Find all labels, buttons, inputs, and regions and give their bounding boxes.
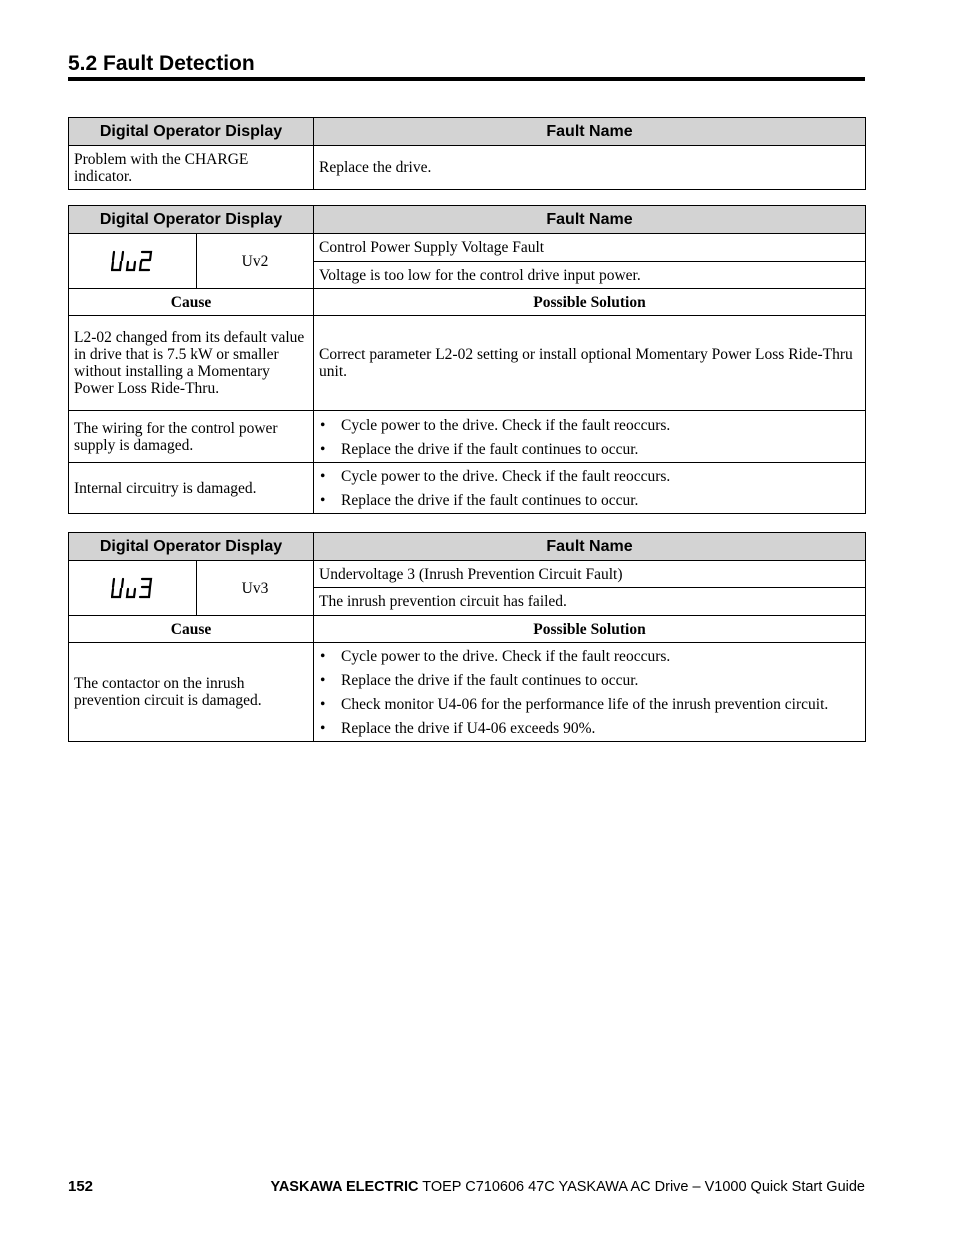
footer-brand: YASKAWA ELECTRIC — [270, 1179, 419, 1195]
header-cause: Cause — [69, 616, 314, 643]
solution-cell — [314, 411, 866, 463]
title-rule — [68, 77, 865, 81]
fault-table-uv3 — [68, 532, 866, 742]
solution-item: • Cycle power to the drive. Check if the fault reoccurs. — [320, 468, 671, 485]
section-title: 5.2 Fault Detection — [68, 52, 255, 75]
header-cause: Cause — [69, 289, 314, 316]
cause-text: The wiring for the control power supply is damaged. — [69, 411, 314, 463]
uv2-seven-segment-icon — [111, 250, 155, 272]
lcd-display-cell — [69, 561, 197, 616]
header-fault-name: Fault Name — [314, 206, 866, 234]
solution-text: Correct parameter L2-02 setting or install optional Momentary Power Loss Ride-Thru unit. — [314, 316, 866, 411]
display-text: Problem with the CHARGE indicator. — [69, 146, 314, 190]
header-solution: Possible Solution — [314, 289, 866, 316]
solution-item: • Cycle power to the drive. Check if the fault reoccurs. — [320, 416, 671, 434]
fault-name: Control Power Supply Voltage Fault — [314, 234, 866, 262]
cause-text: L2-02 changed from its default value in drive that is 7.5 kW or smaller without installing a Momentary Power Loss Ride-Thru. — [69, 316, 314, 411]
cause-text: The contactor on the inrush prevention circuit is damaged. — [69, 643, 314, 742]
footer-doc-info — [271, 1179, 866, 1195]
header-display: Digital Operator Display — [69, 118, 314, 146]
fault-name: Undervoltage 3 (Inrush Prevention Circuit Fault) — [314, 561, 866, 588]
solution-item: • Replace the drive if the fault continues to occur. — [320, 672, 639, 689]
fault-table-charge — [68, 117, 866, 190]
header-fault-name: Fault Name — [314, 118, 866, 146]
page-number: 152 — [68, 1178, 94, 1195]
header-fault-name: Fault Name — [314, 533, 866, 561]
footer-doc-title: TOEP C710606 47C YASKAWA AC Drive – V1000 Quick Start Guide — [418, 1179, 865, 1195]
solution-item: • Replace the drive if U4-06 exceeds 90%. — [320, 720, 596, 737]
fault-code: Uv2 — [197, 234, 314, 289]
header-solution: Possible Solution — [314, 616, 866, 643]
lcd-display-cell — [69, 234, 197, 289]
solution-item: • Replace the drive if the fault continues to occur. — [320, 440, 639, 458]
header-display: Digital Operator Display — [69, 533, 314, 561]
fault-description: The inrush prevention circuit has failed. — [314, 588, 866, 616]
solution-item: • Check monitor U4-06 for the performance life of the inrush prevention circuit. — [320, 696, 829, 713]
solution-cell — [314, 463, 866, 514]
fault-name: Replace the drive. — [314, 146, 866, 190]
solution-cell — [314, 643, 866, 742]
fault-code: Uv3 — [197, 561, 314, 616]
cause-text: Internal circuitry is damaged. — [69, 463, 314, 514]
solution-item: • Cycle power to the drive. Check if the fault reoccurs. — [320, 648, 671, 665]
uv3-seven-segment-icon — [111, 577, 155, 599]
fault-table-uv2 — [68, 205, 866, 514]
header-display: Digital Operator Display — [69, 206, 314, 234]
solution-item: • Replace the drive if the fault continues to occur. — [320, 492, 639, 509]
fault-description: Voltage is too low for the control drive input power. — [314, 262, 866, 289]
